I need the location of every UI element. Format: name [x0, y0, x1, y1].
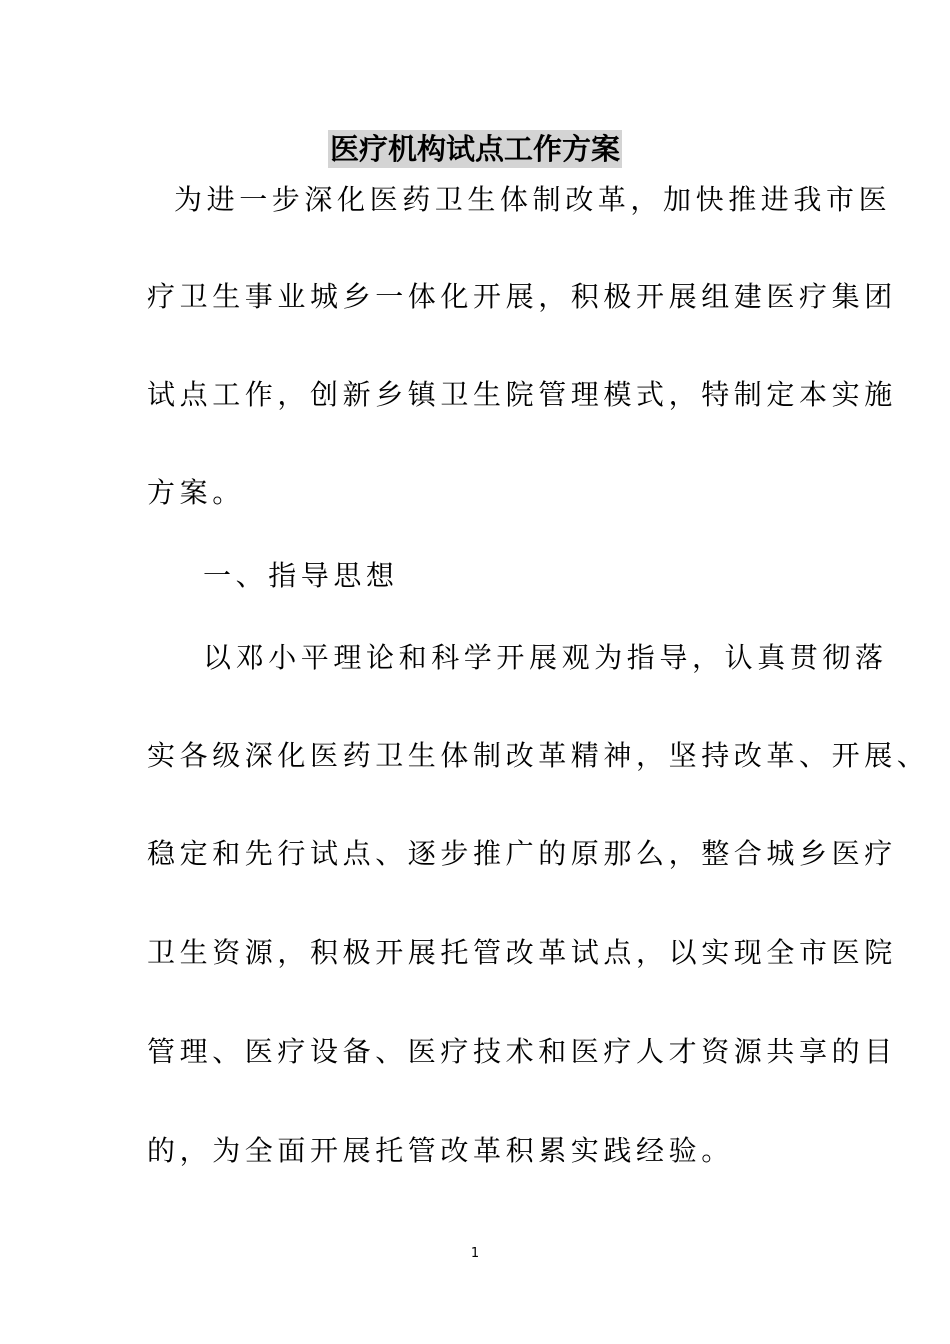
body-line-4: 卫生资源，积极开展托管改革试点，以实现全市医院	[147, 936, 897, 969]
body-line-5: 管理、医疗设备、医疗技术和医疗人才资源共享的目	[147, 1035, 897, 1068]
section-heading: 一、指导思想	[203, 559, 399, 592]
body-line-2: 实各级深化医药卫生体制改革精神，坚持改革、开展、	[147, 739, 930, 772]
body-line-3: 稳定和先行试点、逐步推广的原那么，整合城乡医疗	[147, 837, 897, 870]
intro-line-3: 试点工作，创新乡镇卫生院管理模式，特制定本实施	[147, 378, 897, 411]
body-line-6: 的，为全面开展托管改革积累实践经验。	[147, 1134, 734, 1167]
intro-line-4: 方案。	[147, 476, 245, 509]
intro-line-1: 为进一步深化医药卫生体制改革，加快推进我市医	[147, 183, 892, 216]
intro-line-2: 疗卫生事业城乡一体化开展，积极开展组建医疗集团	[147, 280, 897, 313]
title-container	[0, 130, 950, 168]
page-number: 1	[470, 1246, 480, 1261]
document-title: 医疗机构试点工作方案	[329, 132, 620, 166]
body-line-1: 以邓小平理论和科学开展观为指导，认真贯彻落	[203, 641, 888, 674]
